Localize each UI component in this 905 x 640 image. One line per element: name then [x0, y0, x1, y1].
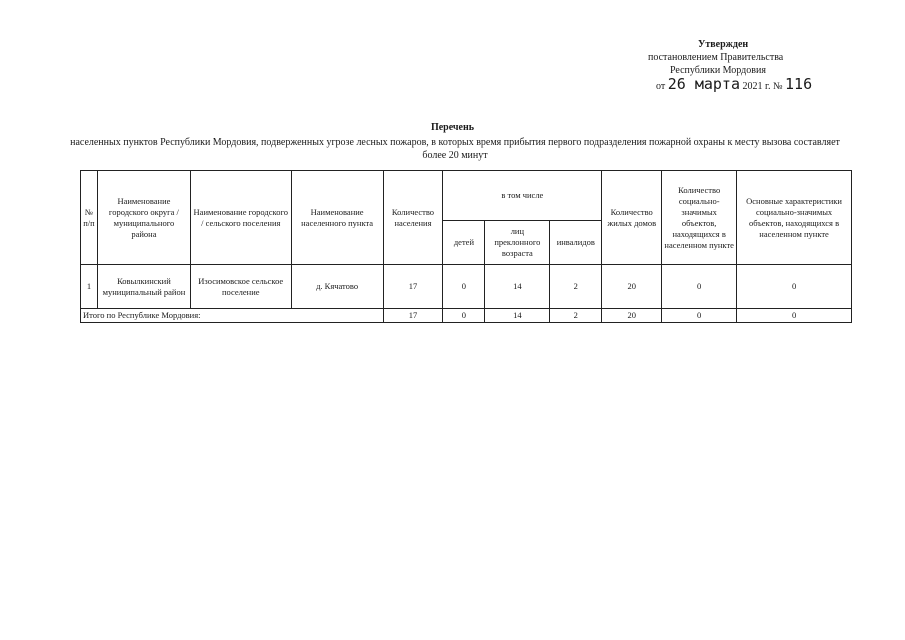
header-settlement: Наименование городского / сельского поселения [190, 171, 291, 265]
header-district: Наименование городского округа / муниципального района [97, 171, 190, 265]
cell-settlement: Изосимовское сельское поселение [190, 265, 291, 309]
header-population: Количество населения [383, 171, 443, 265]
localities-table [80, 170, 852, 323]
header-houses: Количество жилых домов [602, 171, 662, 265]
document-title: Перечень [430, 122, 475, 133]
table-total-row [81, 309, 852, 323]
total-children: 0 [443, 309, 485, 323]
approval-date-line [640, 75, 840, 93]
cell-social-count: 0 [662, 265, 737, 309]
cell-children: 0 [443, 265, 485, 309]
cell-population: 17 [383, 265, 443, 309]
header-elderly: лиц преклонного возраста [485, 221, 550, 265]
cell-disabled: 2 [550, 265, 602, 309]
table-header-row [81, 171, 852, 221]
cell-district: Ковылкинский муниципальный район [97, 265, 190, 309]
total-disabled: 2 [550, 309, 602, 323]
total-social-count: 0 [662, 309, 737, 323]
total-label: Итого по Республике Мордовия: [81, 309, 384, 323]
cell-houses: 20 [602, 265, 662, 309]
total-elderly: 14 [485, 309, 550, 323]
header-locality: Наименование населенного пункта [291, 171, 383, 265]
header-disabled: инвалидов [550, 221, 602, 265]
cell-elderly: 14 [485, 265, 550, 309]
total-population: 17 [383, 309, 443, 323]
approval-title: Утвержден [698, 39, 749, 50]
header-social-chars: Основные характеристики социально-значимых объектов, находящихся в населенном пункте [737, 171, 852, 265]
approval-line-resolution: постановлением Правительства [648, 52, 784, 63]
header-including: в том числе [443, 171, 602, 221]
approval-year: 2021 г. № [742, 81, 783, 92]
approval-number: 116 [785, 75, 813, 93]
header-social-count: Количество социально-значимых объектов, находящихся в населенном пункте [662, 171, 737, 265]
table-row [81, 265, 852, 309]
approval-from: от [656, 81, 666, 92]
cell-locality: д. Кячатово [291, 265, 383, 309]
approval-line-republic: Республики Мордовия [670, 65, 766, 76]
cell-num: 1 [81, 265, 98, 309]
approval-date: 26 марта [667, 75, 740, 93]
total-social-chars: 0 [737, 309, 852, 323]
header-children: детей [443, 221, 485, 265]
header-num: № п/п [81, 171, 98, 265]
cell-social-chars: 0 [737, 265, 852, 309]
total-houses: 20 [602, 309, 662, 323]
document-subtitle: населенных пунктов Республики Мордовия, подверженных угрозе лесных пожаров, в которых время прибытия первого подразделения пожарной охраны к месту вызова составляет более 20 минут [70, 137, 840, 161]
approval-stamp [640, 38, 840, 93]
